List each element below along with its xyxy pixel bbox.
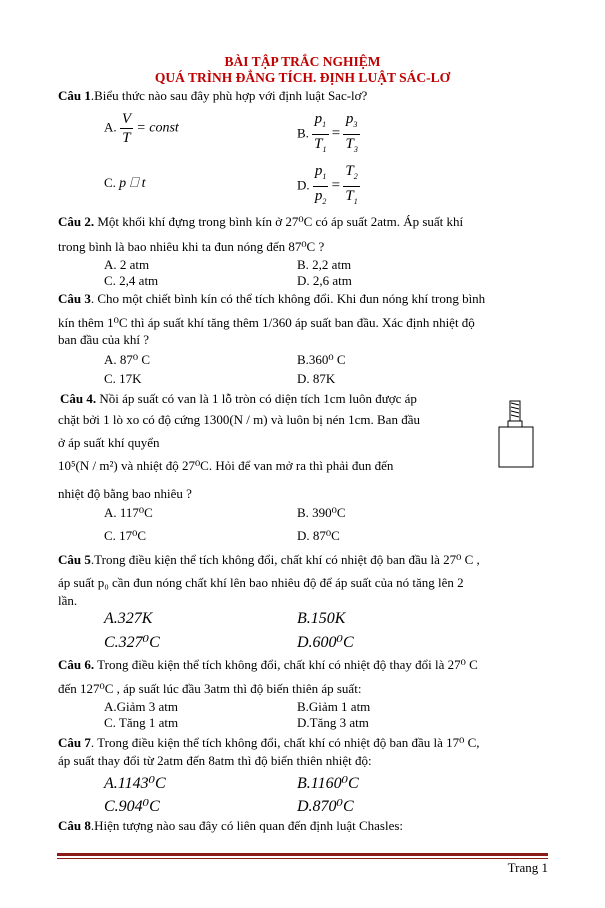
question-1-text: .Biểu thức nào sau đây phù hợp với định luật Sac-lơ?	[90, 88, 368, 103]
q6-option-c: C. Tăng 1 atm	[104, 715, 179, 730]
q2-option-d: D. 2,6 atm	[297, 273, 352, 288]
question-2-line-2: trong bình là bao nhiêu khi ta đun nóng đến 87⁰C ?	[58, 239, 325, 254]
q6-option-a: A.Giảm 3 atm	[104, 699, 179, 714]
q1-c-expr: p ⎕ t	[119, 176, 146, 191]
q7-option-c: C.904⁰C	[104, 798, 160, 815]
question-3-number: Câu 3	[58, 291, 91, 306]
question-4-line-3: ở áp suất khí quyển	[58, 435, 160, 450]
title-line-2: QUÁ TRÌNH ĐẲNG TÍCH. ĐỊNH LUẬT SÁC-LƠ	[154, 70, 451, 85]
question-4-line-4: 10⁵(N / m²) và nhiệt độ 27⁰C. Hỏi để van mở ra thì phải đun đến	[58, 458, 394, 473]
footer-rule-thin	[57, 858, 548, 859]
question-5-line-2: áp suất p₀ cần đun nóng chất khí lên bao nhiêu độ để áp suất của nó tăng lên 2	[58, 575, 464, 590]
q1-a-fraction: $\frac{V}{T}$	[121, 111, 132, 146]
q3-option-c: C. 17K	[104, 371, 142, 386]
q1-option-b: B. $\frac{p_1}{T_1}$ = $\frac{p_3}{T_3}$	[297, 110, 360, 159]
q5-option-a: A.327K	[104, 610, 153, 627]
question-5-text-1: .Trong điều kiện thể tích không đổi, chất khí có nhiệt độ ban đầu là 27⁰ C ,	[90, 552, 480, 567]
question-7-number: Câu 7	[58, 735, 91, 750]
question-1-number: Câu 1	[58, 88, 91, 103]
q1-b-label: B.	[297, 125, 309, 141]
q5-option-b: B.150K	[297, 610, 346, 627]
page-number: Trang 1	[507, 860, 548, 875]
footer-rule-thick	[57, 853, 548, 856]
q2-option-b: B. 2,2 atm	[297, 257, 352, 272]
q3-option-a: A. 87⁰ C	[104, 352, 151, 367]
q1-d-frac-right: $\frac{T_2}{T_1}$	[345, 163, 358, 206]
q4-option-c: C. 17⁰C	[104, 528, 147, 543]
q4-option-d: D. 87⁰C	[297, 528, 340, 543]
question-4-number: Câu 4.	[60, 391, 97, 406]
question-8-number: Câu 8	[58, 818, 91, 833]
q2-option-a: A. 2 atm	[104, 257, 150, 272]
question-4-line-1	[60, 391, 480, 407]
q5-option-c: C.327⁰C	[104, 634, 160, 651]
q1-d-frac-left: $\frac{p_1}{p_2}$	[314, 163, 327, 206]
question-7-line-2: áp suất thay đổi từ 2atm đến 8atm thì độ biến thiên nhiệt độ:	[58, 753, 372, 768]
q4-option-a: A. 117⁰C	[104, 505, 153, 520]
q6-option-d: D.Tăng 3 atm	[297, 715, 369, 730]
question-6-text-1: Trong điều kiện thể tích không đổi, chất khí có nhiệt độ thay đổi là 27⁰ C	[97, 657, 478, 672]
question-1	[58, 88, 548, 104]
q3-option-b: B.360⁰ C	[297, 352, 346, 367]
pressure-valve-diagram	[498, 400, 534, 470]
q3-option-d: D. 87K	[297, 371, 336, 386]
question-3-line-3: ban đầu của khí ?	[58, 332, 149, 347]
q5-option-d: D.600⁰C	[297, 634, 354, 651]
q1-a-expr: = const	[136, 120, 179, 136]
question-7-line-1	[58, 735, 548, 751]
question-6-line-1	[58, 657, 548, 673]
question-8-text: .Hiện tượng nào sau đây có liên quan đến định luật Chasles:	[90, 818, 404, 833]
question-3-line-1	[58, 291, 548, 307]
question-4-line-2: chặt bởi 1 lò xo có độ cứng 1300(N / m) và luôn bị nén 1cm. Ban đầu	[58, 412, 420, 427]
question-3-text-1: . Cho một chiết bình kín có thể tích không đổi. Khi đun nóng khí trong bình	[90, 291, 486, 306]
question-6-number: Câu 6.	[58, 657, 95, 672]
q7-option-d: D.870⁰C	[297, 798, 354, 815]
q1-option-c	[104, 175, 145, 192]
question-4-text-1: Nồi áp suất có van là 1 lỗ tròn có diện tích 1cm luôn được áp	[99, 391, 417, 406]
q1-option-a	[104, 110, 179, 147]
title-line-1: BÀI TẬP TRẮC NGHIỆM	[224, 54, 381, 69]
q7-option-a: A.1143⁰C	[104, 775, 166, 792]
question-3-line-2: kín thêm 1⁰C thì áp suất khí tăng thêm 1/360 áp suất ban đầu. Xác định nhiệt độ	[58, 315, 475, 330]
q1-c-label: C.	[104, 175, 116, 190]
question-2-text-1: Một khối khí đựng trong bình kín ở 27⁰C có áp suất 2atm. Áp suất khí	[97, 214, 464, 229]
question-7-text-1: . Trong điều kiện thể tích không đổi, chất khí có nhiệt độ ban đầu là 17⁰ C,	[90, 735, 480, 750]
q1-d-label: D.	[297, 177, 310, 193]
question-5-line-3: lần.	[58, 593, 78, 608]
q1-option-d: D. $\frac{p_1}{p_2}$ = $\frac{T_2}{T_1}$	[297, 162, 360, 211]
q7-option-b: B.1160⁰C	[297, 775, 359, 792]
q6-option-b: B.Giảm 1 atm	[297, 699, 371, 714]
question-5-number: Câu 5	[58, 552, 91, 567]
question-6-line-2: đến 127⁰C , áp suất lúc đầu 3atm thì độ biến thiên áp suất:	[58, 681, 362, 696]
q1-b-frac-left: $\frac{p_1}{T_1}$	[314, 111, 327, 154]
q2-option-c: C. 2,4 atm	[104, 273, 159, 288]
question-2-line-1	[58, 214, 548, 230]
q1-b-frac-right: $\frac{p_3}{T_3}$	[345, 111, 358, 154]
q4-option-b: B. 390⁰C	[297, 505, 346, 520]
question-8	[58, 818, 548, 834]
question-2-number: Câu 2.	[58, 214, 95, 229]
question-5-line-1	[58, 552, 548, 568]
question-4-line-5: nhiệt độ bằng bao nhiêu ?	[58, 486, 192, 501]
q1-a-label: A.	[104, 119, 117, 135]
